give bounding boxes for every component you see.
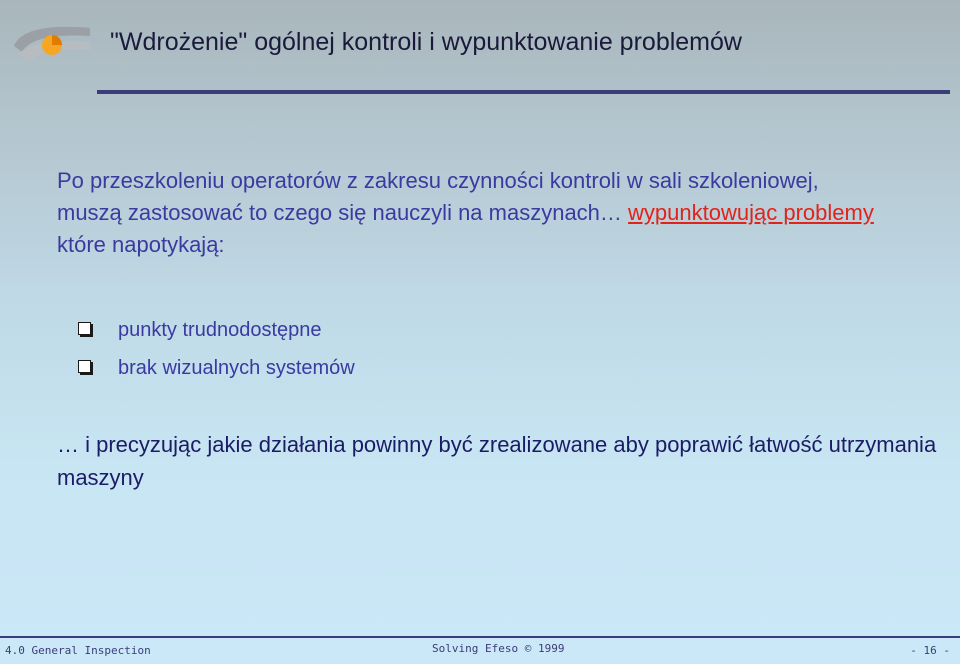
title-divider (97, 90, 950, 94)
intro-text-after: które napotykają: (57, 232, 225, 257)
intro-text-before: Po przeszkoleniu operatorów z zakresu czynności kontroli w sali szkoleniowej, muszą zastosować to czego się nauczyli na maszynach… (57, 168, 819, 225)
intro-paragraph (57, 165, 877, 261)
logo-icon (8, 22, 96, 72)
footer-section-label: 4.0 General Inspection (5, 644, 151, 657)
bullet-list (78, 311, 355, 387)
slide-title: "Wdrożenie" ogólnej kontroli i wypunktowanie problemów (110, 28, 742, 56)
footer-divider (0, 636, 960, 638)
closing-paragraph: … i precyzując jakie działania powinny być zrealizowane aby poprawić łatwość utrzymania maszyny (57, 432, 937, 490)
bullet-item (78, 349, 355, 387)
footer-copyright: Solving Efeso © 1999 (432, 642, 565, 655)
checkbox-bullet-icon (78, 322, 91, 335)
bullet-item (78, 311, 355, 349)
bullet-label: brak wizualnych systemów (118, 356, 355, 379)
checkbox-bullet-icon (78, 360, 91, 373)
bullet-label: punkty trudnodostępne (118, 318, 322, 341)
footer-page-number: - 16 - (910, 644, 950, 657)
intro-highlight: wypunktowując problemy (628, 200, 874, 225)
